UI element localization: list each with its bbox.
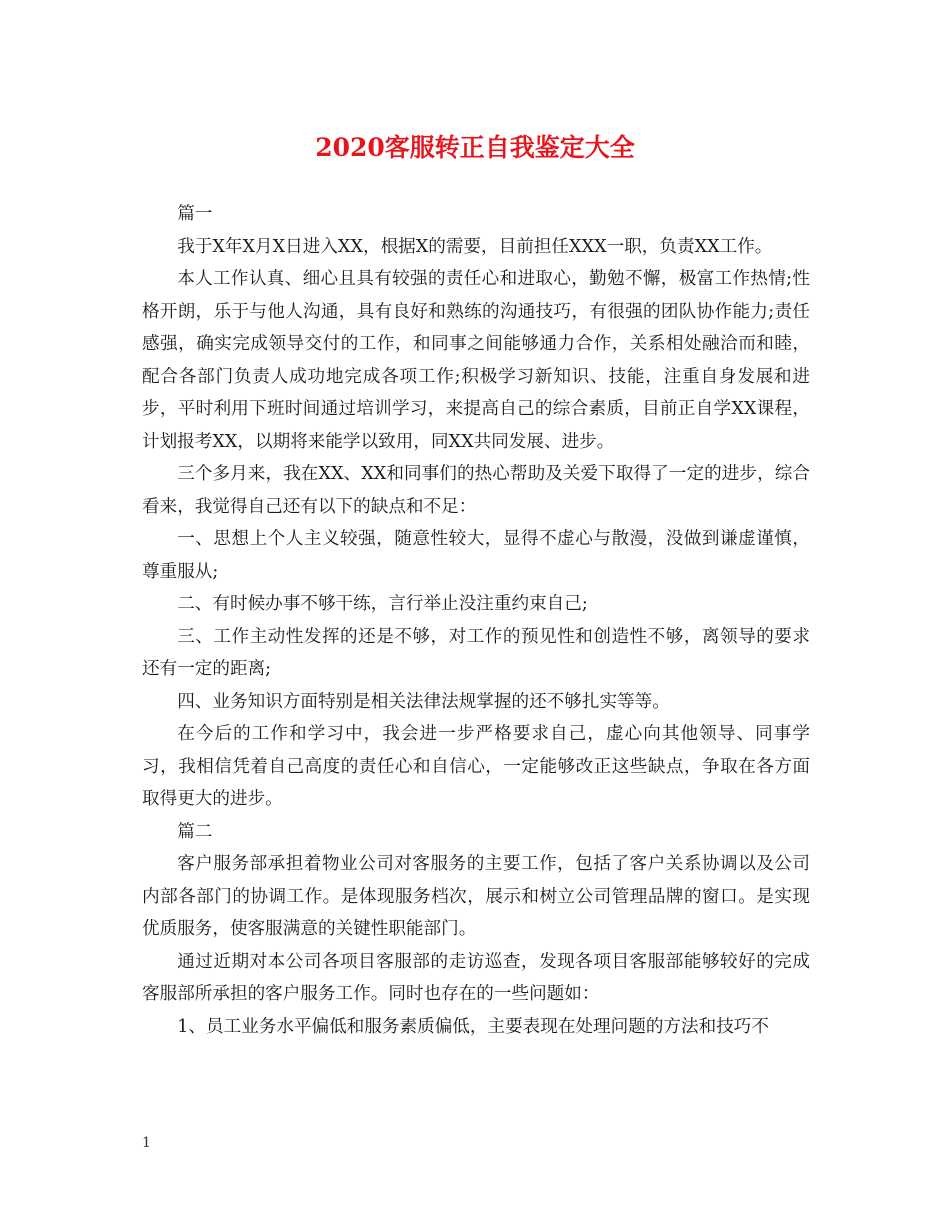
list-item: 三、工作主动性发挥的还是不够，对工作的预见性和创造性不够，离领导的要求还有一定的距离; <box>142 626 810 679</box>
section-heading-1: 篇一 <box>177 204 213 224</box>
paragraph: 我于X年X月X日进入XX，根据X的需要，目前担任XXX一职，负责XX工作。 <box>177 236 773 257</box>
list-item: 1、员工业务水平偏低和服务素质偏低，主要表现在处理问题的方法和技巧不 <box>177 1016 769 1037</box>
paragraph: 三个多月来，我在XX、XX和同事们的热心帮助及关爱下取得了一定的进步，综合看来，我觉得自己还有以下的缺点和不足： <box>142 464 810 517</box>
paragraph: 通过近期对本公司各项目客服部的走访巡查，发现各项目客服部能够较好的完成客服部所承担的客户服务工作。同时也存在的一些问题如： <box>142 951 810 1004</box>
list-item: 二、有时候办事不够干练，言行举止没注重约束自己; <box>177 594 588 614</box>
paragraph: 客户服务部承担着物业公司对客服务的主要工作，包括了客户关系协调以及公司内部各部门的协调工作。是体现服务档次，展示和树立公司管理品牌的窗口。是实现优质服务，使客服满意的关键性职能部门。 <box>142 854 810 939</box>
document-title: 2020客服转正自我鉴定大全 <box>315 133 635 162</box>
paragraph: 本人工作认真、细心且具有较强的责任心和进取心，勤勉不懈，极富工作热情;性格开朗，乐于与他人沟通，具有良好和熟练的沟通技巧，有很强的团队协作能力;责任感强，确实完成领导交付的工作，和同事之间能够通力合作，关系相处融洽而和睦，配合各部门负责人成功地完成各项工作;积极学习新知识、技能，注重自身发展和进步，平时利用下班时间通过培训学习，来提高自己的综合素质，目前正自学XX课程，计划报考XX，以期将来能学以致用，同XX共同发展、进步。 <box>142 269 810 452</box>
list-item: 四、业务知识方面特别是相关法律法规掌握的还不够扎实等等。 <box>177 691 670 712</box>
list-item: 一、思想上个人主义较强，随意性较大，显得不虚心与散漫，没做到谦虚谨慎，尊重服从; <box>142 529 810 582</box>
document-body <box>142 198 810 1043</box>
section-heading-2: 篇二 <box>177 821 213 842</box>
page-number: 1 <box>142 1135 151 1151</box>
paragraph: 在今后的工作和学习中，我会进一步严格要求自己，虚心向其他领导、同事学习，我相信凭着自己高度的责任心和自信心，一定能够改正这些缺点，争取在各方面取得更大的进步。 <box>142 724 810 809</box>
